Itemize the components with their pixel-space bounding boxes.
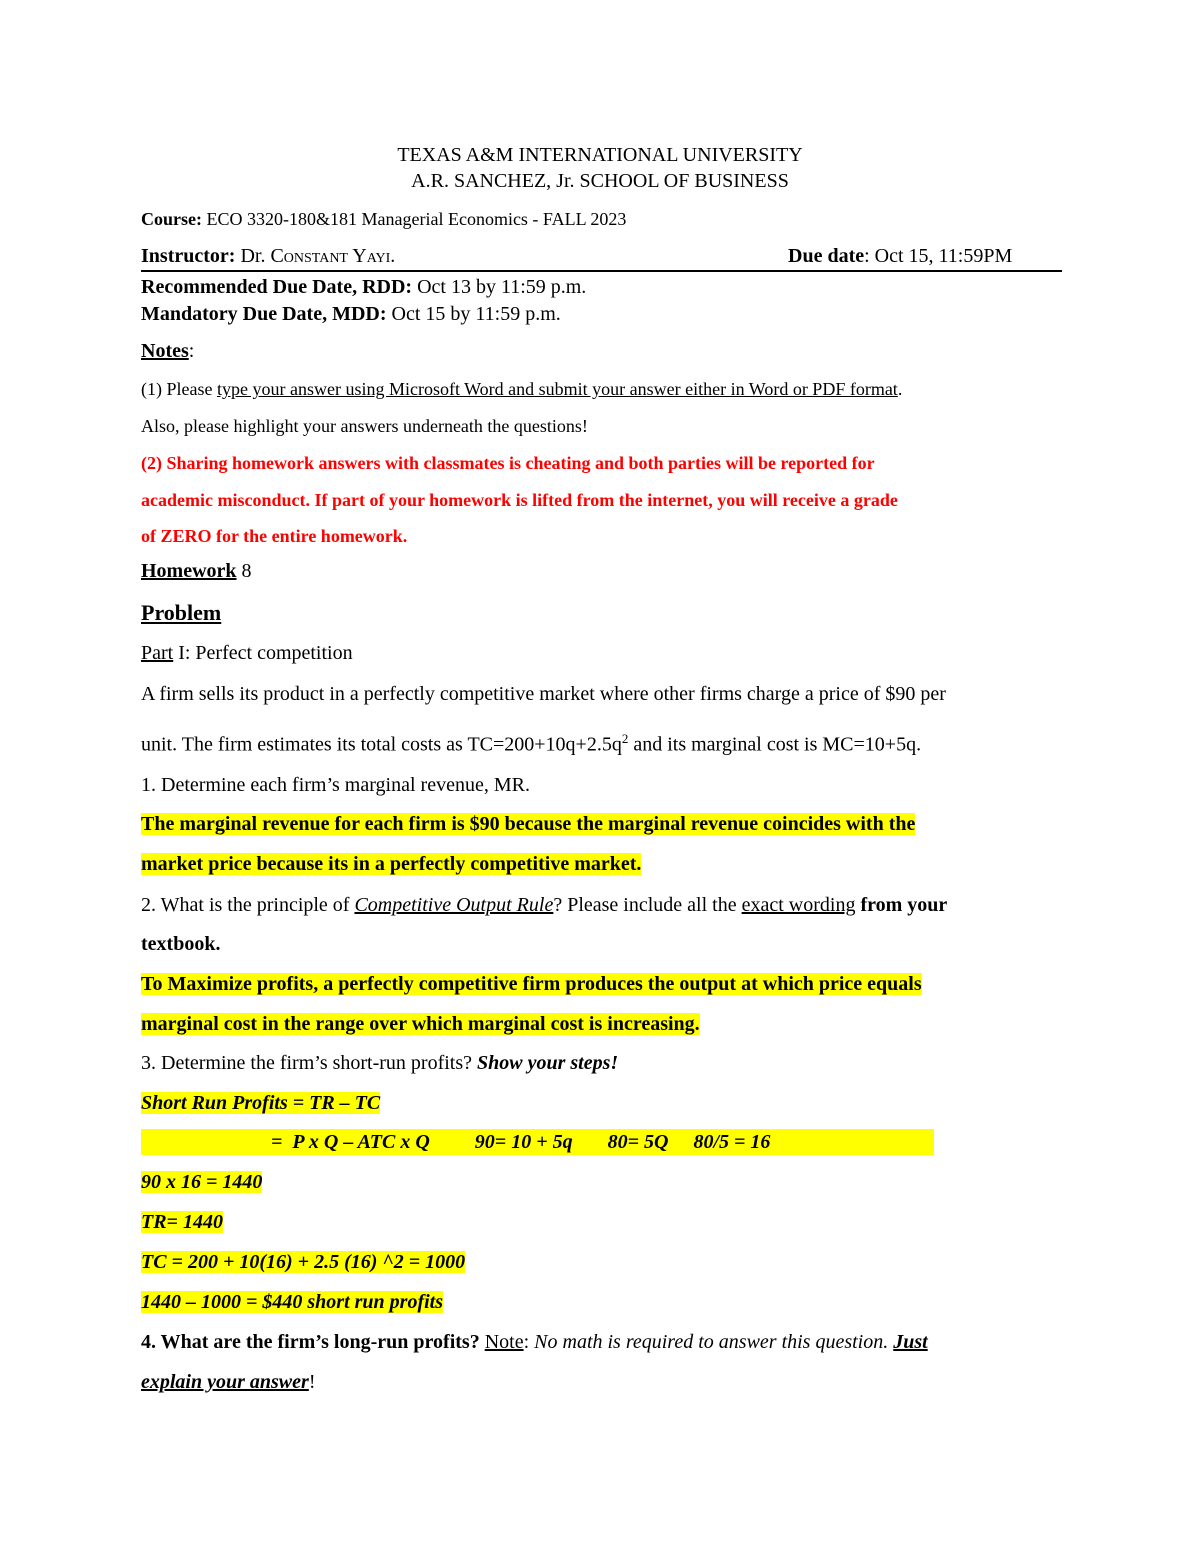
homework-heading (141, 558, 252, 584)
answer-1-text1: The marginal revenue for each firm is $90 because the marginal revenue coincides with the (141, 813, 916, 835)
due-date-value: : Oct 15, 11:59PM (864, 245, 1013, 267)
course-line (141, 206, 626, 232)
note-1-line2: Also, please highlight your answers underneath the questions! (141, 416, 588, 436)
question-4 (141, 1329, 928, 1355)
intro-line-2-post: and its marginal cost is MC=10+5q. (628, 733, 922, 756)
intro-line-2-pre: unit. The firm estimates its total costs as TC=200+10q+2.5q (141, 733, 622, 756)
step-4 (141, 1209, 223, 1235)
mdd-value: Oct 15 by 11:59 p.m. (386, 303, 561, 325)
recommended-due-date (141, 274, 586, 300)
answer-2-text1: To Maximize profits, a perfectly competitive firm produces the output at which price equals (141, 973, 922, 995)
step-2 (141, 1129, 934, 1155)
question-2-pre: 2. What is the principle of (141, 894, 355, 916)
mandatory-due-date (141, 301, 561, 327)
question-2-line2: textbook. (141, 933, 221, 955)
answer-1-text2: market price because its in a perfectly competitive market. (141, 853, 642, 875)
step-3 (141, 1169, 262, 1195)
note-1-underlined: type your answer using Microsoft Word and submit your answer either in Word or PDF format (216, 379, 898, 399)
intro-line-2 (141, 726, 921, 758)
header-divider (141, 270, 1062, 272)
question-3-show: Show your steps! (477, 1052, 619, 1074)
answer-2-line2 (141, 1011, 700, 1037)
instructor-prefix: Dr. (235, 245, 271, 267)
question-3-text: 3. Determine the firm’s short-run profits? (141, 1052, 478, 1074)
note-2-line3: of ZERO for the entire homework. (141, 526, 408, 546)
question-4-number: 4. What are the firm’s long-run profits? (141, 1331, 485, 1353)
note-1 (141, 376, 902, 402)
note-2-line1: (2) Sharing homework answers with classmates is cheating and both parties will be reported for (141, 453, 875, 473)
question-4-end: ! (308, 1371, 316, 1393)
rdd-value: Oct 13 by 11:59 p.m. (412, 276, 587, 298)
intro-superscript: 2 (621, 731, 629, 746)
step-1-text: Short Run Profits = TR – TC (141, 1092, 381, 1114)
part-label: Part (141, 642, 174, 664)
due-date (788, 243, 1012, 269)
instructor-tail: . (390, 245, 396, 267)
question-4-just: Just (893, 1331, 928, 1353)
step-2-text: = P x Q – ATC x Q 90= 10 + 5q 80= 5Q 80/5 = 16 (141, 1129, 934, 1155)
question-2-exact: exact wording (741, 894, 856, 916)
step-6-text: 1440 – 1000 = $440 short run profits (141, 1291, 444, 1313)
school-title: A.R. SANCHEZ, Jr. SCHOOL OF BUSINESS (411, 170, 789, 192)
question-4-note: Note (484, 1331, 524, 1353)
notes-colon: : (188, 340, 195, 362)
question-4-colon: : (523, 1331, 535, 1353)
notes-label: Notes (141, 340, 189, 362)
instructor-line (141, 243, 395, 269)
problem-heading: Problem (141, 600, 222, 625)
course-label: Course: (141, 209, 202, 229)
note-1-prefix: (1) Please (141, 379, 217, 399)
part-1-heading (141, 640, 353, 666)
question-2 (141, 892, 947, 918)
question-1: 1. Determine each firm’s marginal revenue, MR. (141, 774, 530, 796)
note-1-suffix: . (897, 379, 903, 399)
part-title: I: Perfect competition (173, 642, 353, 664)
instructor-label: Instructor: (141, 245, 236, 267)
answer-2-line1 (141, 971, 922, 997)
question-4-explain: explain your answer (141, 1371, 309, 1393)
question-4-line2 (141, 1369, 315, 1395)
mdd-label: Mandatory Due Date, MDD: (141, 303, 387, 325)
course-value: ECO 3320-180&181 Managerial Economics - FALL 2023 (202, 209, 627, 229)
question-3 (141, 1050, 618, 1076)
question-4-italic: No math is required to answer this question. (534, 1331, 894, 1353)
answer-1-line2 (141, 851, 641, 877)
instructor-name: Constant Yayi (270, 245, 391, 267)
question-2-mid: ? Please include all the (553, 894, 742, 916)
homework-label: Homework (141, 560, 237, 582)
notes-heading (141, 338, 194, 364)
homework-number: 8 (236, 560, 252, 582)
step-5-text: TC = 200 + 10(16) + 2.5 (16) ^2 = 1000 (141, 1251, 466, 1273)
due-date-label: Due date (788, 245, 865, 267)
intro-line-1: A firm sells its product in a perfectly competitive market where other firms charge a price of $90 per (141, 683, 946, 705)
step-5 (141, 1249, 465, 1275)
answer-2-text2: marginal cost in the range over which marginal cost is increasing. (141, 1013, 700, 1035)
step-4-text: TR= 1440 (141, 1211, 223, 1233)
question-2-bold-tail: from your (855, 894, 948, 916)
note-2-line2: academic misconduct. If part of your homework is lifted from the internet, you will receive a grade (141, 490, 898, 510)
step-6 (141, 1289, 443, 1315)
rdd-label: Recommended Due Date, RDD: (141, 276, 413, 298)
answer-1-line1 (141, 811, 915, 837)
university-title: TEXAS A&M INTERNATIONAL UNIVERSITY (397, 144, 803, 166)
question-2-term: Competitive Output Rule (354, 894, 554, 916)
step-1 (141, 1090, 380, 1116)
step-3-text: 90 x 16 = 1440 (141, 1171, 263, 1193)
